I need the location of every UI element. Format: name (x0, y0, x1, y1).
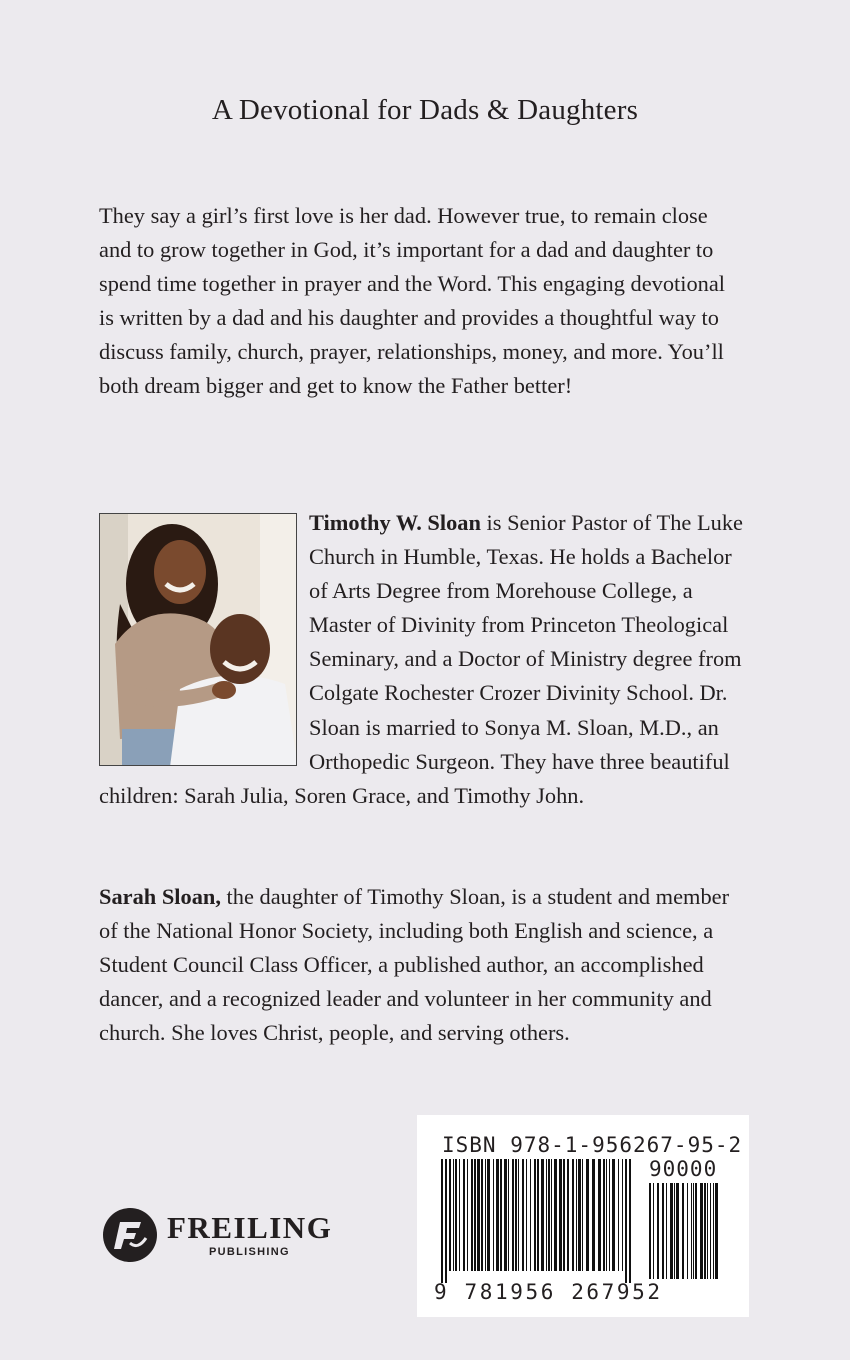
author2-name: Sarah Sloan, (99, 884, 221, 909)
barcode-bar (508, 1159, 509, 1271)
barcode-bar (463, 1159, 465, 1271)
barcode-bar (700, 1183, 703, 1279)
barcode-bar (522, 1159, 524, 1271)
barcode-bar (687, 1183, 688, 1279)
price-code: 90000 (649, 1157, 718, 1181)
barcode-bar (612, 1159, 615, 1271)
publisher-subtitle: PUBLISHING (209, 1246, 290, 1258)
barcode-bar (603, 1159, 605, 1271)
barcode-bar (551, 1159, 552, 1271)
barcode-bar (459, 1159, 460, 1271)
barcode-bar (606, 1159, 607, 1271)
barcode-bar (534, 1159, 536, 1271)
barcode-bar (504, 1159, 507, 1271)
barcode-bar (653, 1183, 654, 1279)
barcode-bar (449, 1159, 451, 1271)
book-blurb: They say a girl’s first love is her dad. However true, to remain close and to grow together in God, it’s important for a dad and daughter to spend time together in prayer and the Word. This engaging devotional is written by a dad and his daughter and provides a thoughtful way to discuss family, church, prayer, relationships, money, and more. You’ll both dream bigger and get to know the Father better! (99, 203, 726, 399)
barcode-bar (471, 1159, 473, 1271)
barcode-bar (676, 1183, 679, 1279)
barcode-bar (707, 1183, 708, 1279)
barcode-bar (485, 1159, 486, 1271)
barcode-bar (445, 1159, 447, 1283)
barcode-bar (704, 1183, 706, 1279)
barcode-bar (578, 1159, 581, 1271)
barcode-bar (576, 1159, 577, 1271)
publisher-name: FREILING (167, 1210, 333, 1245)
barcode-bar (622, 1159, 623, 1271)
barcode-bar (618, 1159, 619, 1271)
barcode-bar (474, 1159, 476, 1271)
barcode-bar (572, 1159, 574, 1271)
barcode-bar (710, 1183, 711, 1279)
barcode-bar (582, 1159, 583, 1271)
barcode-bar (441, 1159, 443, 1283)
barcode-bar (682, 1183, 684, 1279)
ean-digits: 9 781956 267952 (434, 1280, 663, 1304)
barcode-bar (487, 1159, 490, 1271)
author1-name: Timothy W. Sloan (309, 510, 481, 535)
isbn-label: ISBN 978-1-956267-95-2 (442, 1133, 743, 1157)
barcode-bar (477, 1159, 480, 1271)
barcode-bar (586, 1159, 589, 1271)
barcode-bar (649, 1183, 651, 1279)
barcode-bar (629, 1159, 631, 1283)
barcode-bar (481, 1159, 483, 1271)
barcode-box (417, 1115, 749, 1317)
barcode-bar (715, 1183, 718, 1279)
barcode-bar (670, 1183, 673, 1279)
barcode-bar (453, 1159, 454, 1271)
barcode-bar (592, 1159, 595, 1271)
barcode-bar (695, 1183, 697, 1279)
barcode-bar (500, 1159, 502, 1271)
barcode-bar (713, 1183, 714, 1279)
author1-bio-text: is Senior Pastor of The Luke Church in Humble, Texas. He holds a Bachelor of Arts Degree from Morehouse College, a Master of Divinity from Princeton Theological Seminary, and a Doctor of Ministry degree from Colgate Rochester Crozer Divinity School. Dr. Sloan is married to Sonya M. Sloan, M.D., an Orthopedic Surgeon. They have three beautiful children: Sarah Julia, Soren Grace, and Timothy John. (99, 510, 743, 808)
publisher-mark (103, 1208, 363, 1264)
barcode-bar (537, 1159, 539, 1271)
barcode-bar (609, 1159, 610, 1271)
barcode-bar (554, 1159, 557, 1271)
barcode-bar (541, 1159, 544, 1271)
barcode-bar (625, 1159, 627, 1283)
barcode-bar (515, 1159, 517, 1271)
barcode-bar (674, 1183, 675, 1279)
barcode-bar (598, 1159, 601, 1271)
barcode-bar (512, 1159, 514, 1271)
author2-bio (99, 880, 739, 1050)
barcode-bar (693, 1183, 694, 1279)
barcode-bar (666, 1183, 667, 1279)
barcode-bar (496, 1159, 499, 1271)
barcode-bar (691, 1183, 692, 1279)
freiling-f-logo-icon (103, 1208, 157, 1262)
barcode-bar (455, 1159, 457, 1271)
tagline: A Devotional for Dads & Daughters (211, 94, 639, 126)
barcode-bar (563, 1159, 565, 1271)
barcode-bar (559, 1159, 562, 1271)
barcode-bar (493, 1159, 494, 1271)
barcode-bar (567, 1159, 569, 1271)
barcode-bar (467, 1159, 468, 1271)
barcode-bar (546, 1159, 547, 1271)
barcode-bar (530, 1159, 531, 1271)
barcode-bar (518, 1159, 519, 1271)
barcode-bar (662, 1183, 664, 1279)
barcode-bar (548, 1159, 550, 1271)
barcode-bar (526, 1159, 527, 1271)
author2-bio-text: the daughter of Timothy Sloan, is a student and member of the National Honor Society, including both English and science, a Student Council Class Officer, a published author, an accomplished dancer, and a recognized leader and volunteer in her community and church. She loves Christ, people, and serving others. (99, 884, 730, 1046)
author1-bio (99, 506, 743, 813)
barcode-bar (657, 1183, 659, 1279)
